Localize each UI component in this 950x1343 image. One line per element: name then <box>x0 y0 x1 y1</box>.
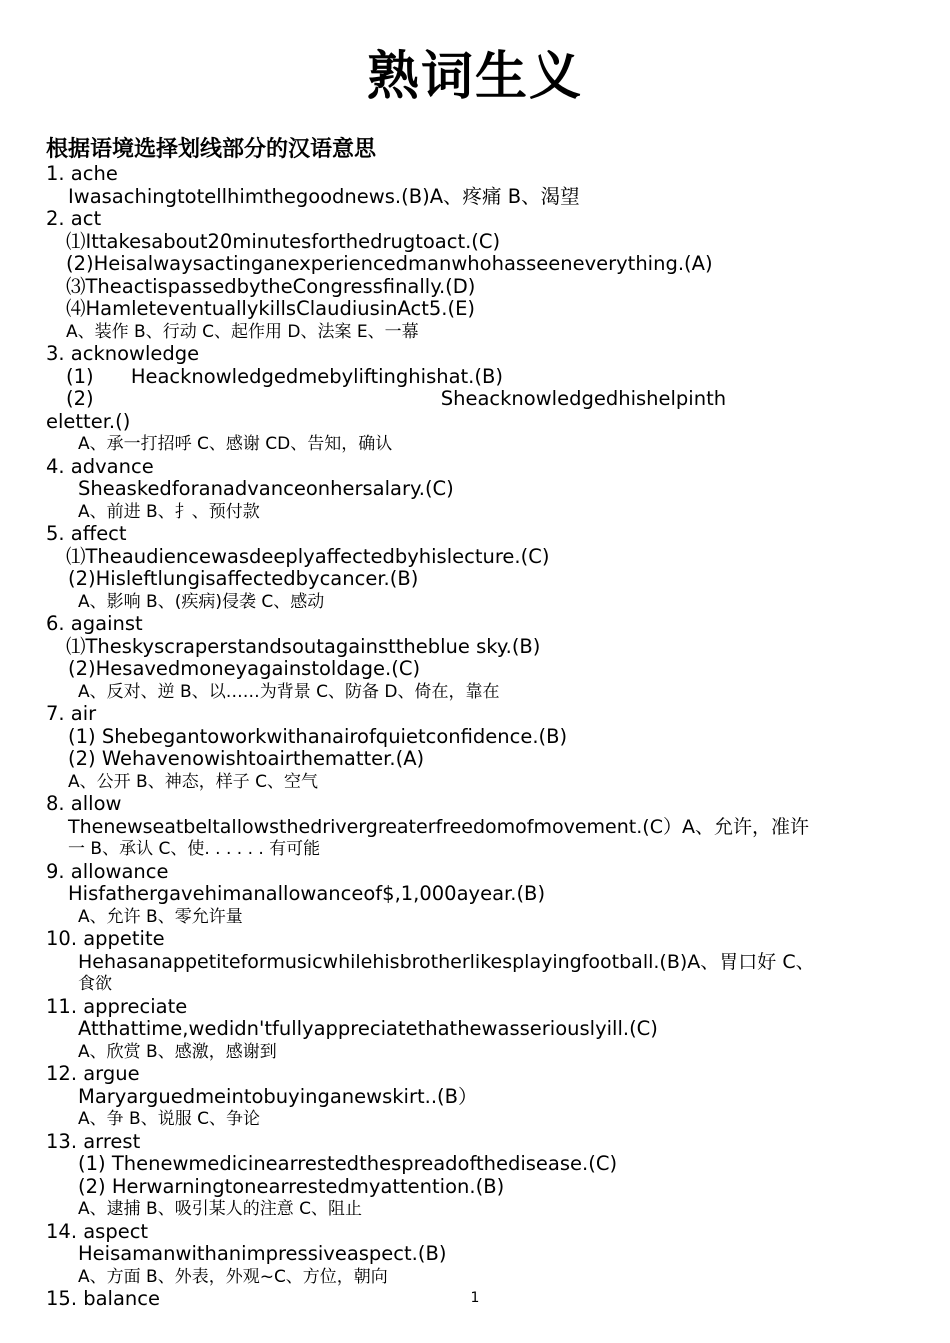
entry-head: 15. balance <box>46 1287 160 1310</box>
entry-head: 2. act <box>46 207 102 230</box>
entry-line: Thenewseatbeltallowsthedrivergreaterfreedomofmovement.(C）A、允许，准许 <box>68 815 809 838</box>
entry-options: 一 B、承认 C、使. . . . . . 有可能 <box>68 839 321 859</box>
entry-options: A、前进 B、扌、预付款 <box>78 501 260 522</box>
entry-line: Hisfathergavehimanallowanceof$,1,000ayear.(B) <box>68 882 546 905</box>
entry-head: 14. aspect <box>46 1219 149 1243</box>
entry-line: (1) Heacknowledgedmebyliftinghishat.(B) <box>66 364 503 388</box>
entry-line: (2) Sheacknowledgedhishelpinth <box>66 387 727 410</box>
entry-head: 13. arrest <box>46 1129 141 1153</box>
entry-line: (2) Wehavenowishtoairthematter.(A) <box>68 747 425 770</box>
entry-line: Heisamanwithanimpressiveaspect.(B) <box>78 1242 447 1265</box>
document-body <box>46 136 908 1311</box>
entry-line: (2)Heisalwaysactinganexperiencedmanwhohasseeneverything.(A) <box>66 252 713 275</box>
entry-line: ⑴Ittakesabout20minutesforthedrugtoact.(C) <box>66 229 501 253</box>
entry-line: ⑶TheactispassedbytheCongressfinally.(D) <box>66 274 476 298</box>
document-title: 熟词生义 <box>366 47 583 107</box>
entry-options: A、欣赏 B、感激，感谢到 <box>78 1041 277 1062</box>
entry-line: 食欲 <box>78 974 112 994</box>
entry-head: 4. advance <box>46 454 154 478</box>
entry-line: ⑴Theskyscraperstandsoutagainsttheblue sky.(B) <box>66 634 541 658</box>
entry-options: A、反对、逆 B、以……为背景 C、防备 D、倚在，靠在 <box>78 681 500 702</box>
entry-line: Maryarguedmeintobuyinganewskirt..(B） <box>78 1084 478 1108</box>
entry-head: 11. appreciate <box>46 994 188 1018</box>
entry-line: eletter.() <box>46 409 131 433</box>
entry-line: (2) Herwarningtonearrestedmyattention.(B) <box>78 1174 505 1198</box>
entry-options: A、影响 B、(疾病)侵袭 C、感动 <box>78 591 325 612</box>
entry-line: (1) Thenewmedicinearrestedthespreadofthedisease.(C) <box>78 1152 618 1175</box>
entry-head: 5. affect <box>46 522 127 545</box>
entry-line: (1) Shebegantoworkwithanairofquietconfidence.(B) <box>68 724 568 748</box>
entry-line: Atthattime,wedidn'tfullyappreciatethathewasseriouslyill.(C) <box>78 1017 658 1040</box>
entry-head: 10. appetite <box>46 927 165 950</box>
entry-line: ⑴Theaudiencewasdeeplyaffectedbyhislecture.(C) <box>66 544 550 568</box>
entry-options: A、允许 B、零允许量 <box>78 906 243 927</box>
section-instruction: 根据语境选择划线部分的汉语意思 <box>46 137 377 162</box>
entry-line: (2)Hesavedmoneyagainstoldage.(C) <box>68 657 421 680</box>
entry-options: A、公开 B、神态，样子 C、空气 <box>68 771 318 792</box>
entry-line: Hehasanappetiteformusicwhilehisbrotherlikesplayingfootball.(B)A、胃口好 C、 <box>78 950 815 973</box>
entry-options: A、装作 B、行动 C、起作用 D、法案 E、一幕 <box>66 321 419 342</box>
entry-head: 1. ache <box>46 162 118 185</box>
entry-head: 12. argue <box>46 1062 140 1085</box>
entry-head: 8. allow <box>46 792 122 815</box>
entry-options: A、承一打招呼 C、感谢 CD、告知，确认 <box>78 434 393 454</box>
entry-line: (2)Hisleftlungisaffectedbycancer.(B) <box>68 567 419 590</box>
entry-line: Sheaskedforanadvanceonhersalary.(C) <box>78 477 454 500</box>
entry-head: 7. air <box>46 702 97 725</box>
entry-options: A、逮捕 B、吸引某人的注意 C、阻止 <box>78 1199 362 1219</box>
entry-head: 6. against <box>46 612 143 635</box>
entry-options: A、方面 B、外表，外观~C、方位，朝向 <box>78 1266 388 1287</box>
entry-options: A、争 B、说服 C、争论 <box>78 1109 260 1129</box>
entry-head: 9. allowance <box>46 859 169 883</box>
entry-line: ⑷HamleteventuallykillsClaudiusinAct5.(E) <box>66 297 476 320</box>
entry-head: 3. acknowledge <box>46 342 200 365</box>
entry-line: Iwasachingtotellhimthegoodnews.(B)A、疼痛 B、渴望 <box>68 184 580 208</box>
page-number: 1 <box>470 1290 480 1306</box>
